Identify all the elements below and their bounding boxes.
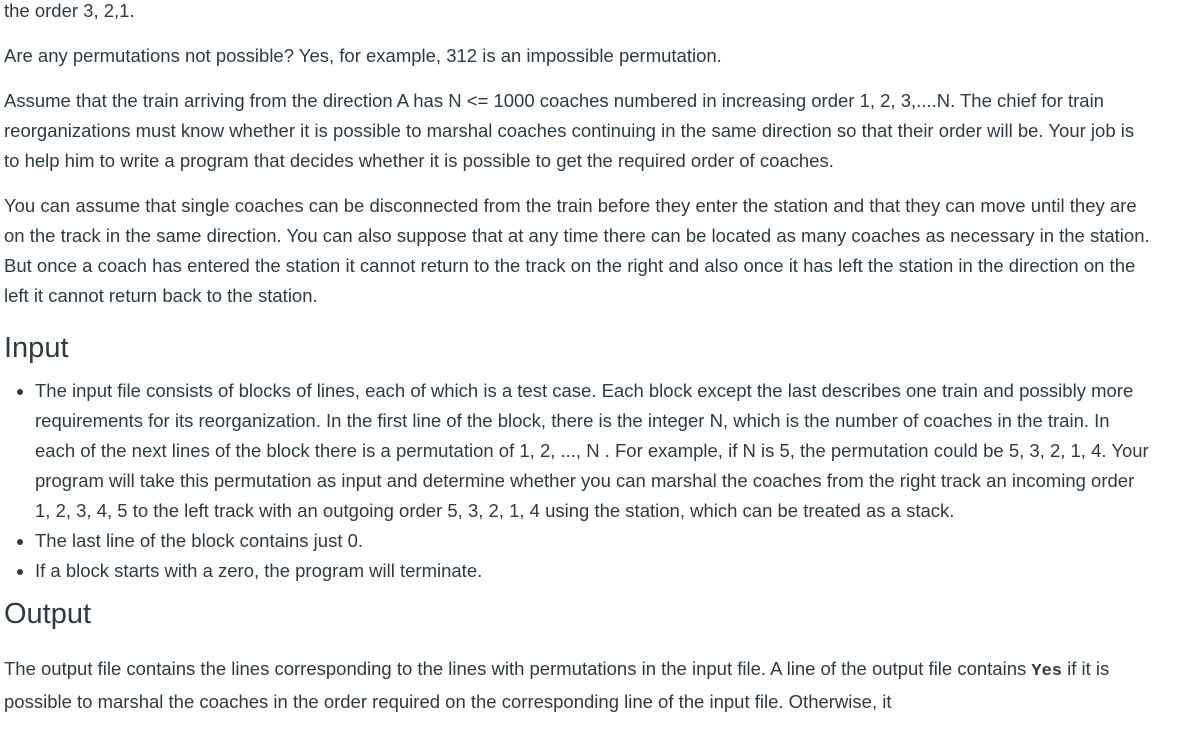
paragraph-station-rules: You can assume that single coaches can be disconnected from the train before they enter the station and that they can move until they are on the track in the same direction. You can also suppose that at any time there can be located as many coaches as necessary in the station. But once a coach has entered the station it cannot return to the track on the right and also once it has left the station in the direction on the left it cannot return back to the station. (4, 195, 1150, 306)
paragraph-assume-train: Assume that the train arriving from the direction A has N <= 1000 coaches numbered in increasing order 1, 2, 3,....N. The chief for train reorganizations must know whether it is possible to marshal coaches continuing in the same direction so that their order will be. Your job is to help him to write a program that decides whether it is possible to get the required order of coaches. (4, 90, 1135, 171)
yes-code: Yes (1031, 662, 1062, 681)
input-list-item: • The last line of the block contains just 0. (35, 526, 1154, 556)
input-list-item: • The input file consists of blocks of lines, each of which is a test case. Each block except the last describes one train and possibly more requirements for its reorganization. In the first line of the block, there is the integer N, which is the number of coaches in the train. In each of the next lines of the block there is a permutation of 1, 2, ..., N . For example, if N is 5, the permutation could be 5, 3, 2, 1, 4. Your program will take this permutation as input and determine whether you can marshal the coaches from the right track an incoming order 1, 2, 3, 4, 5 to the left track with an outgoing order 5, 3, 2, 1, 4 using the station, which can be treated as a stack. (35, 376, 1154, 526)
output-text-before: The output file contains the lines corresponding to the lines with permutations in the input file. A line of the output file contains (4, 658, 1032, 679)
paragraph-output-description (4, 654, 1154, 717)
problem-statement (4, 0, 1154, 717)
output-text-after: if it is possible to marshal the coaches in the order required on the corresponding line of the input file. Otherwise, it (4, 658, 1110, 712)
output-heading: Output (4, 598, 92, 630)
paragraph-impossible-permutation: Are any permutations not possible? Yes, for example, 312 is an impossible permutation. (4, 45, 722, 66)
input-list-item: • If a block starts with a zero, the program will terminate. (35, 556, 1154, 586)
input-list (4, 376, 1154, 586)
paragraph-fragment: the order 3, 2,1. (4, 0, 135, 21)
input-heading: Input (4, 332, 69, 364)
